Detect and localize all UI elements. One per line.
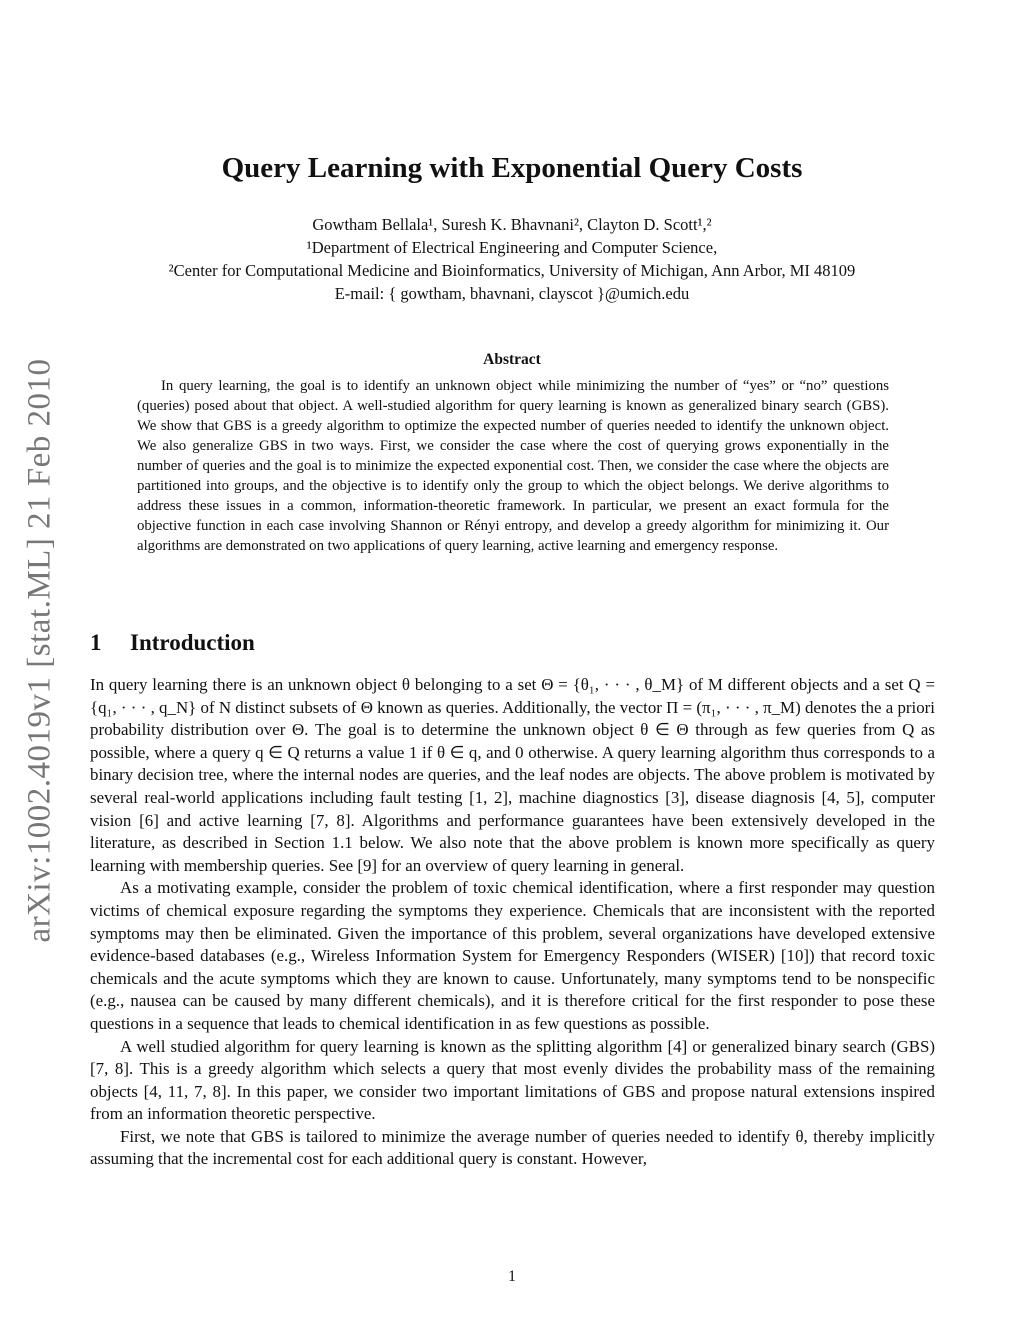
section-number: 1 — [90, 630, 102, 655]
section-title-text: Introduction — [130, 630, 255, 655]
paper-title: Query Learning with Exponential Query Costs — [221, 152, 803, 184]
affiliation-2: ²Center for Computational Medicine and Bioinformatics, University of Michigan, Ann Arbor, MI 48109 — [168, 261, 856, 280]
author-names: Gowtham Bellala¹, Suresh K. Bhavnani², Clayton D. Scott¹,² — [312, 215, 712, 234]
paragraph-4: First, we note that GBS is tailored to minimize the average number of queries needed to identify θ, thereby implicitly assuming that the incremental cost for each additional query is constant. However, — [90, 1126, 935, 1169]
arxiv-identifier-stamp — [16, 350, 64, 950]
introduction-body — [90, 674, 935, 1171]
author-emails: E-mail: { gowtham, bhavnani, clayscot }@umich.edu — [334, 284, 690, 303]
paragraph-3: A well studied algorithm for query learning is known as the splitting algorithm [4] or generalized binary search (GBS) [7, 8]. This is a greedy algorithm which selects a query that most evenly divides the probability mass of the remaining objects [4, 11, 7, 8]. In this paper, we consider two important limitations of GBS and propose natural extensions inspired from an information theoretic perspective. — [90, 1036, 935, 1124]
arxiv-identifier-text: arXiv:1002.4019v1 [stat.ML] 21 Feb 2010 — [21, 357, 58, 943]
section-heading — [90, 630, 255, 656]
page-number: 1 — [508, 1268, 516, 1285]
abstract-heading: Abstract — [483, 351, 541, 368]
paragraph-2: As a motivating example, consider the problem of toxic chemical identification, where a first responder may question victims of chemical exposure regarding the symptoms they experience. Chemicals that are inconsistent with the reported symptoms may then be eliminated. Given the importance of this problem, several organizations have developed extensive evidence-based databases (e.g., Wireless Information System for Emergency Responders (WISER) [10]) that record toxic chemicals and the acute symptoms which they are known to cause. Unfortunately, many symptoms tend to be nonspecific (e.g., nausea can be caused by many different chemicals), and it is therefore critical for the first responder to pose these questions in a sequence that leads to chemical identification in as few questions as possible. — [90, 878, 935, 1033]
affiliation-1: ¹Department of Electrical Engineering and Computer Science, — [306, 238, 718, 257]
abstract-text: In query learning, the goal is to identify an unknown object while minimizing the number of “yes” or “no” questions (queries) posed about that object. A well-studied algorithm for query learning is known as generalized binary search (GBS). We show that GBS is a greedy algorithm to optimize the expected number of queries needed to identify the unknown object. We also generalize GBS in two ways. First, we consider the case where the cost of querying grows exponentially in the number of queries and the goal is to minimize the expected exponential cost. Then, we consider the case where the objects are partitioned into groups, and the objective is to identify only the group to which the object belongs. We derive algorithms to address these issues in a common, information-theoretic framework. In particular, we present an exact formula for the objective function in each case involving Shannon or Rényi entropy, and develop a greedy algorithm for minimizing it. Our algorithms are demonstrated on two applications of query learning, active learning and emergency response. — [137, 378, 889, 554]
author-block — [0, 213, 1024, 305]
paragraph-1: In query learning there is an unknown object θ belonging to a set Θ = {θ₁, · · · , θ_M} of M different objects and a set Q = {q₁, · · · , q_N} of N distinct subsets of Θ known as queries. Additionally, the vector Π = (π₁, · · · , π_M) denotes the a priori probability distribution over Θ. The goal is to determine the unknown object θ ∈ Θ through as few queries from Q as possible, where a query q ∈ Q returns a value 1 if θ ∈ q, and 0 otherwise. A query learning algorithm thus corresponds to a binary decision tree, where the internal nodes are queries, and the leaf nodes are objects. The above problem is motivated by several real-world applications including fault testing [1, 2], machine diagnostics [3], disease diagnosis [4, 5], computer vision [6] and active learning [7, 8]. Algorithms and performance guarantees have been extensively developed in the literature, as described in Section 1.1 below. We also note that the above problem is known more specifically as query learning with membership queries. See [9] for an overview of query learning in general. — [90, 675, 935, 875]
